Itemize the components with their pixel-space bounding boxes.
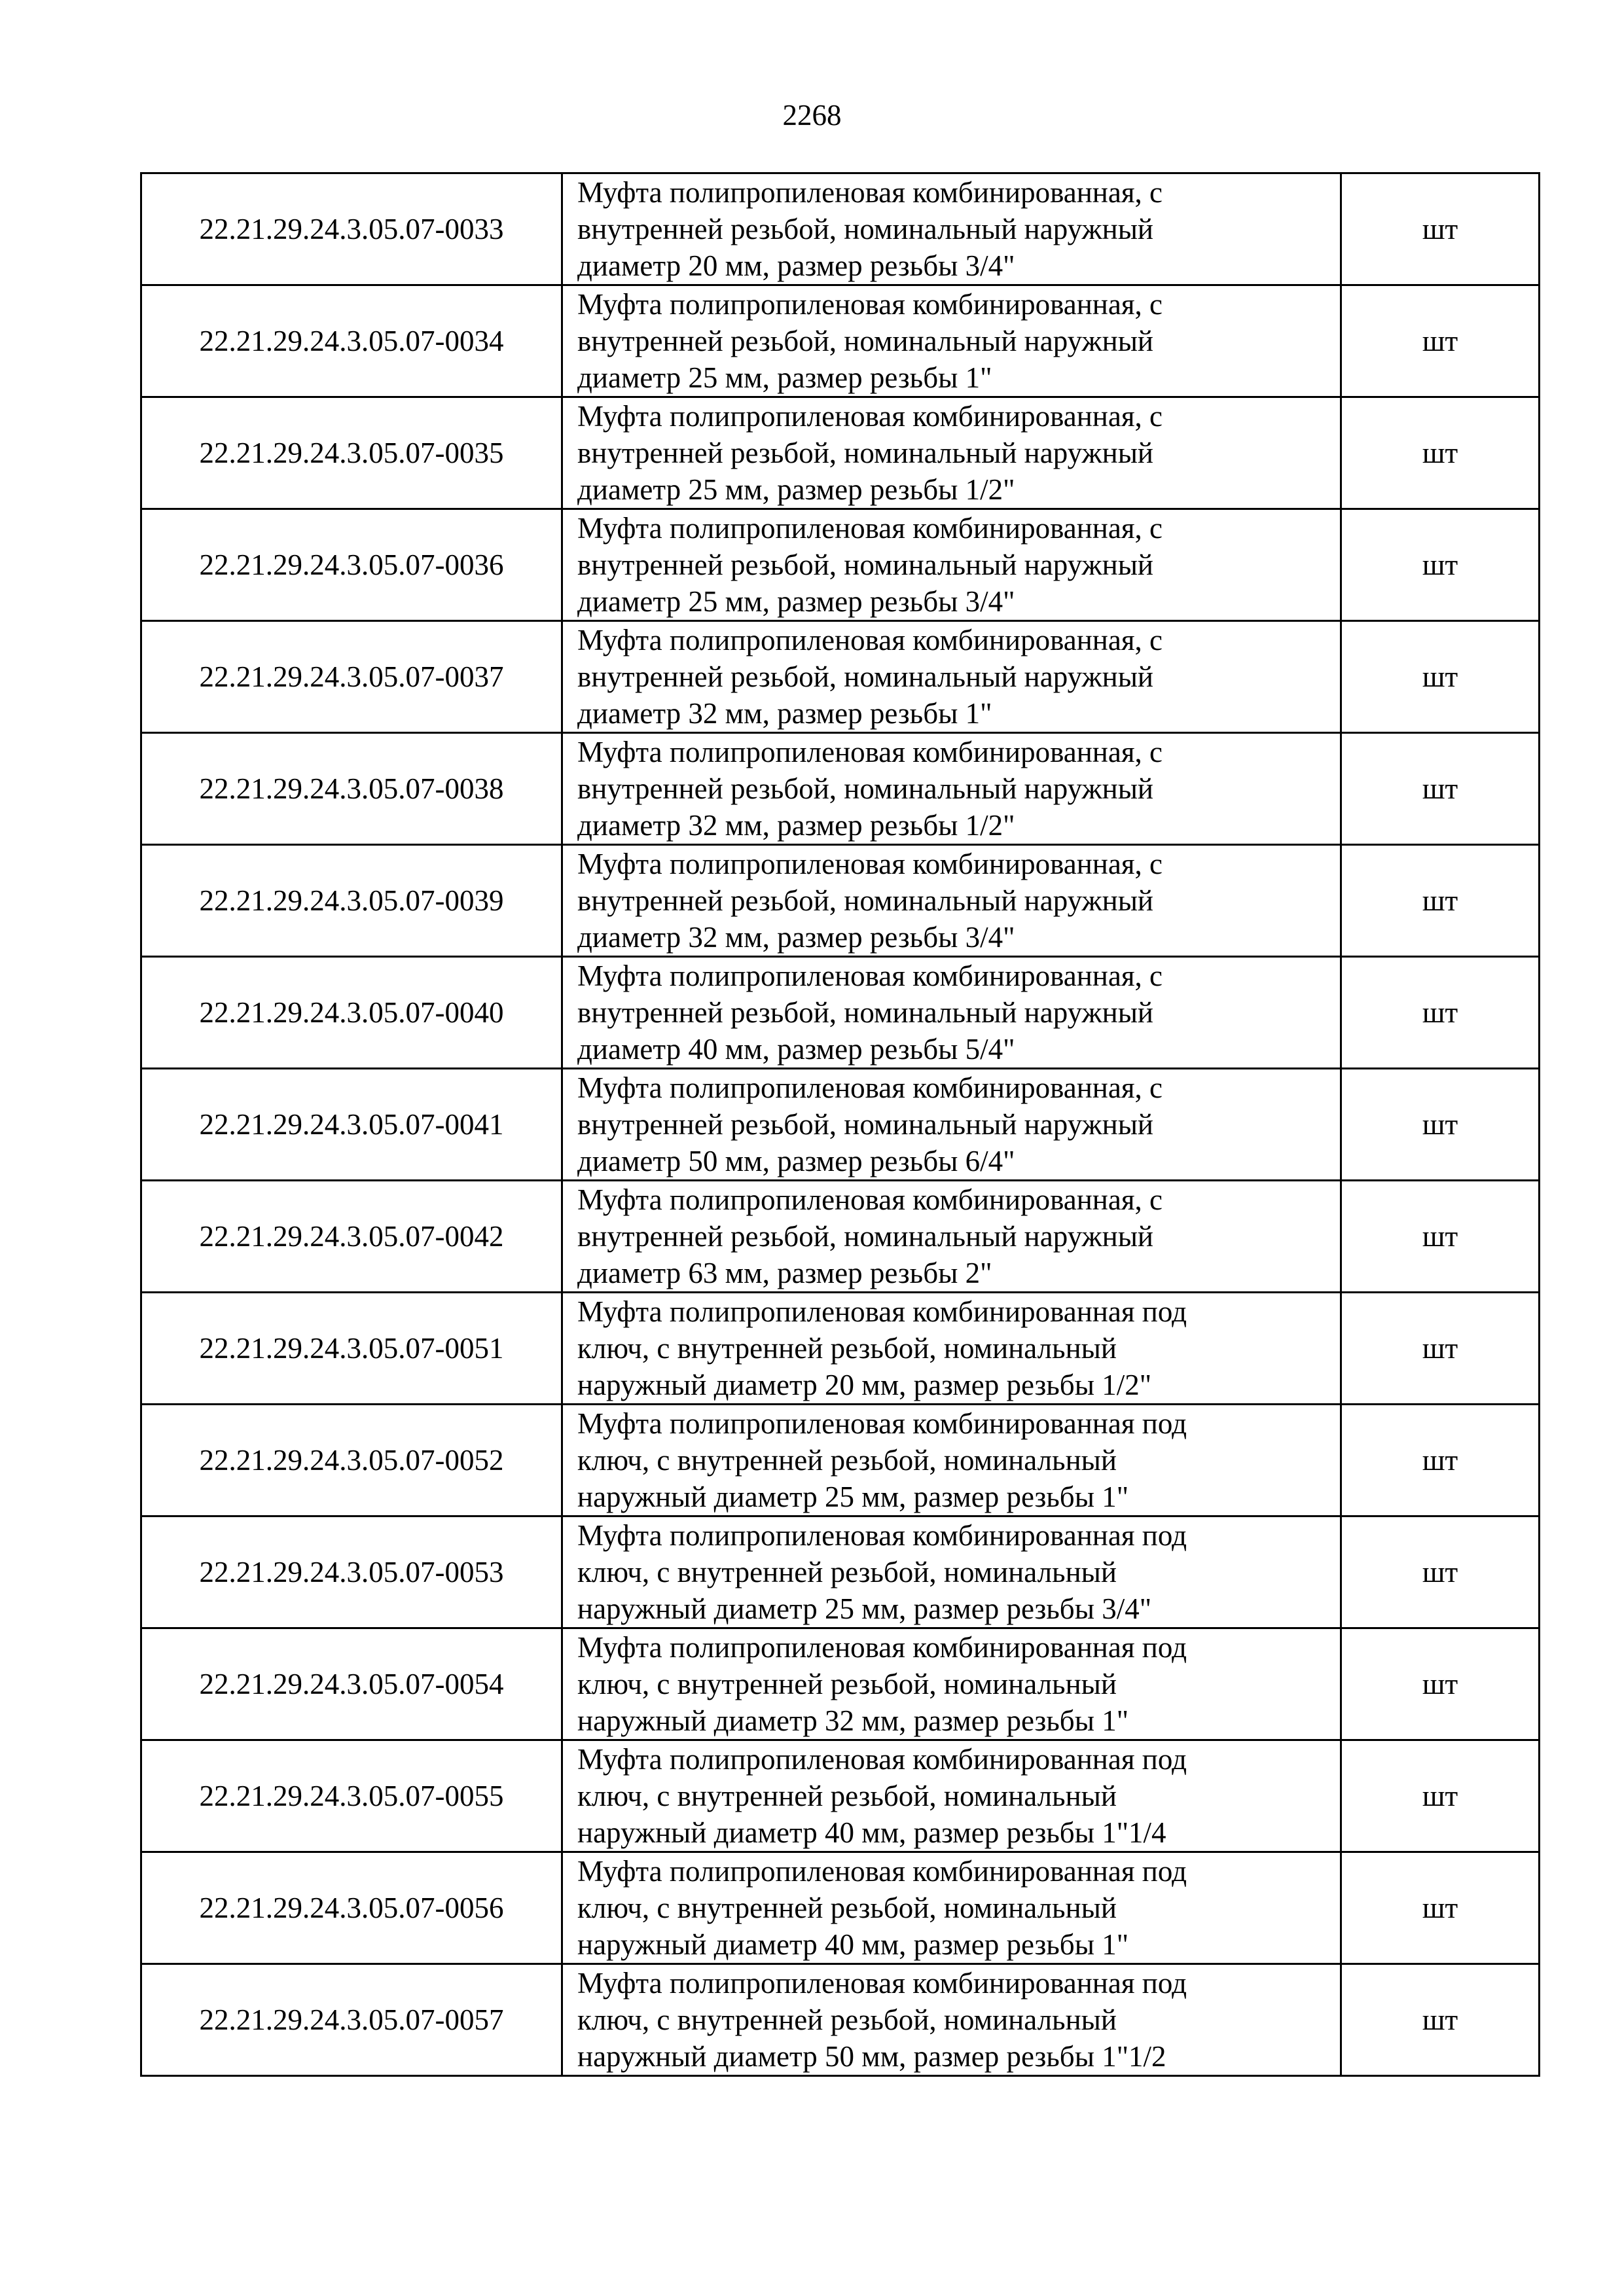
item-unit: шт bbox=[1341, 1852, 1540, 1964]
item-description-line: Муфта полипропиленовая комбинированная, с bbox=[577, 848, 1163, 880]
item-description-line: диаметр 25 мм, размер резьбы 3/4" bbox=[577, 585, 1015, 618]
table-row bbox=[141, 1069, 1540, 1181]
item-description bbox=[562, 1069, 1341, 1181]
item-description-line: Муфта полипропиленовая комбинированная, с bbox=[577, 512, 1163, 545]
item-description bbox=[562, 1516, 1341, 1628]
item-code: 22.21.29.24.3.05.07-0033 bbox=[141, 173, 562, 285]
item-code: 22.21.29.24.3.05.07-0037 bbox=[141, 621, 562, 733]
catalog-table bbox=[140, 172, 1540, 2077]
item-description bbox=[562, 173, 1341, 285]
item-description-line: ключ, с внутренней резьбой, номинальный bbox=[577, 1556, 1117, 1588]
item-description-line: Муфта полипропиленовая комбинированная под bbox=[577, 1407, 1187, 1440]
item-description-line: диаметр 25 мм, размер резьбы 1/2" bbox=[577, 473, 1015, 506]
item-description-line: диаметр 20 мм, размер резьбы 3/4" bbox=[577, 249, 1015, 282]
item-unit: шт bbox=[1341, 957, 1540, 1069]
table-row bbox=[141, 1405, 1540, 1516]
item-description-line: Муфта полипропиленовая комбинированная под bbox=[577, 1295, 1187, 1328]
item-description-line: Муфта полипропиленовая комбинированная, с bbox=[577, 624, 1163, 656]
item-description-line: Муфта полипропиленовая комбинированная под bbox=[577, 1743, 1187, 1776]
item-description-line: диаметр 40 мм, размер резьбы 5/4" bbox=[577, 1033, 1015, 1066]
table-row bbox=[141, 733, 1540, 845]
item-description-line: Муфта полипропиленовая комбинированная, с bbox=[577, 400, 1163, 433]
item-unit: шт bbox=[1341, 733, 1540, 845]
item-unit: шт bbox=[1341, 621, 1540, 733]
item-description-line: наружный диаметр 20 мм, размер резьбы 1/2" bbox=[577, 1369, 1152, 1401]
item-description-line: ключ, с внутренней резьбой, номинальный bbox=[577, 1444, 1117, 1477]
catalog-table-body bbox=[141, 173, 1540, 2076]
item-description-line: диаметр 32 мм, размер резьбы 3/4" bbox=[577, 921, 1015, 954]
item-description-line: Муфта полипропиленовая комбинированная, с bbox=[577, 736, 1163, 768]
item-description-line: Муфта полипропиленовая комбинированная, с bbox=[577, 1183, 1163, 1216]
table-row bbox=[141, 1628, 1540, 1740]
item-description-line: внутренней резьбой, номинальный наружный bbox=[577, 772, 1154, 805]
item-code: 22.21.29.24.3.05.07-0041 bbox=[141, 1069, 562, 1181]
item-description-line: наружный диаметр 40 мм, размер резьбы 1"1/4 bbox=[577, 1816, 1166, 1849]
table-row bbox=[141, 1181, 1540, 1293]
item-description bbox=[562, 733, 1341, 845]
item-description-line: внутренней резьбой, номинальный наружный bbox=[577, 996, 1154, 1029]
item-description-line: внутренней резьбой, номинальный наружный bbox=[577, 325, 1154, 357]
item-description bbox=[562, 1628, 1341, 1740]
table-row bbox=[141, 1964, 1540, 2076]
item-description-line: диаметр 25 мм, размер резьбы 1" bbox=[577, 361, 992, 394]
item-description-line: диаметр 32 мм, размер резьбы 1/2" bbox=[577, 809, 1015, 842]
item-unit: шт bbox=[1341, 509, 1540, 621]
item-description-line: ключ, с внутренней резьбой, номинальный bbox=[577, 1892, 1117, 1924]
item-description bbox=[562, 1740, 1341, 1852]
page-number: 2268 bbox=[782, 99, 842, 132]
item-code: 22.21.29.24.3.05.07-0039 bbox=[141, 845, 562, 957]
item-description-line: Муфта полипропиленовая комбинированная под bbox=[577, 1519, 1187, 1552]
item-unit: шт bbox=[1341, 1069, 1540, 1181]
item-description-line: наружный диаметр 25 мм, размер резьбы 3/4" bbox=[577, 1592, 1152, 1625]
item-code: 22.21.29.24.3.05.07-0034 bbox=[141, 285, 562, 397]
item-description-line: наружный диаметр 50 мм, размер резьбы 1"1/2 bbox=[577, 2040, 1166, 2073]
item-unit: шт bbox=[1341, 1293, 1540, 1405]
item-description bbox=[562, 1293, 1341, 1405]
item-description-line: наружный диаметр 32 мм, размер резьбы 1" bbox=[577, 1704, 1129, 1737]
item-description bbox=[562, 509, 1341, 621]
item-description-line: Муфта полипропиленовая комбинированная, с bbox=[577, 1071, 1163, 1104]
item-description-line: ключ, с внутренней резьбой, номинальный bbox=[577, 1780, 1117, 1812]
item-code: 22.21.29.24.3.05.07-0035 bbox=[141, 397, 562, 509]
item-description-line: внутренней резьбой, номинальный наружный bbox=[577, 213, 1154, 245]
item-unit: шт bbox=[1341, 1516, 1540, 1628]
item-code: 22.21.29.24.3.05.07-0038 bbox=[141, 733, 562, 845]
item-unit: шт bbox=[1341, 1405, 1540, 1516]
item-description-line: диаметр 32 мм, размер резьбы 1" bbox=[577, 697, 992, 730]
item-description-line: внутренней резьбой, номинальный наружный bbox=[577, 1220, 1154, 1253]
item-description-line: Муфта полипропиленовая комбинированная под bbox=[577, 1631, 1187, 1664]
item-code: 22.21.29.24.3.05.07-0054 bbox=[141, 1628, 562, 1740]
table-row bbox=[141, 1740, 1540, 1852]
table-row bbox=[141, 509, 1540, 621]
item-description bbox=[562, 285, 1341, 397]
item-code: 22.21.29.24.3.05.07-0052 bbox=[141, 1405, 562, 1516]
item-code: 22.21.29.24.3.05.07-0055 bbox=[141, 1740, 562, 1852]
table-row bbox=[141, 397, 1540, 509]
item-description bbox=[562, 845, 1341, 957]
item-description-line: Муфта полипропиленовая комбинированная, с bbox=[577, 288, 1163, 321]
item-unit: шт bbox=[1341, 1628, 1540, 1740]
item-description-line: ключ, с внутренней резьбой, номинальный bbox=[577, 2003, 1117, 2036]
table-row bbox=[141, 1852, 1540, 1964]
item-description-line: наружный диаметр 25 мм, размер резьбы 1" bbox=[577, 1480, 1129, 1513]
table-row bbox=[141, 957, 1540, 1069]
item-unit: шт bbox=[1341, 397, 1540, 509]
item-description-line: наружный диаметр 40 мм, размер резьбы 1" bbox=[577, 1928, 1129, 1961]
item-unit: шт bbox=[1341, 845, 1540, 957]
item-description-line: ключ, с внутренней резьбой, номинальный bbox=[577, 1668, 1117, 1700]
item-description-line: диаметр 63 мм, размер резьбы 2" bbox=[577, 1257, 992, 1289]
item-unit: шт bbox=[1341, 173, 1540, 285]
item-description bbox=[562, 1405, 1341, 1516]
item-description-line: диаметр 50 мм, размер резьбы 6/4" bbox=[577, 1145, 1015, 1177]
item-code: 22.21.29.24.3.05.07-0057 bbox=[141, 1964, 562, 2076]
item-description-line: внутренней резьбой, номинальный наружный bbox=[577, 660, 1154, 693]
table-row bbox=[141, 285, 1540, 397]
item-code: 22.21.29.24.3.05.07-0051 bbox=[141, 1293, 562, 1405]
item-description bbox=[562, 397, 1341, 509]
item-description bbox=[562, 957, 1341, 1069]
item-unit: шт bbox=[1341, 285, 1540, 397]
item-description-line: Муфта полипропиленовая комбинированная под bbox=[577, 1967, 1187, 2000]
item-code: 22.21.29.24.3.05.07-0036 bbox=[141, 509, 562, 621]
item-unit: шт bbox=[1341, 1740, 1540, 1852]
table-row bbox=[141, 1516, 1540, 1628]
item-code: 22.21.29.24.3.05.07-0053 bbox=[141, 1516, 562, 1628]
item-description-line: внутренней резьбой, номинальный наружный bbox=[577, 548, 1154, 581]
item-code: 22.21.29.24.3.05.07-0056 bbox=[141, 1852, 562, 1964]
item-unit: шт bbox=[1341, 1181, 1540, 1293]
item-description-line: Муфта полипропиленовая комбинированная под bbox=[577, 1855, 1187, 1888]
item-unit: шт bbox=[1341, 1964, 1540, 2076]
item-description-line: внутренней резьбой, номинальный наружный bbox=[577, 437, 1154, 469]
item-description-line: ключ, с внутренней резьбой, номинальный bbox=[577, 1332, 1117, 1365]
item-description-line: внутренней резьбой, номинальный наружный bbox=[577, 1108, 1154, 1141]
item-description-line: внутренней резьбой, номинальный наружный bbox=[577, 884, 1154, 917]
item-code: 22.21.29.24.3.05.07-0042 bbox=[141, 1181, 562, 1293]
item-description bbox=[562, 621, 1341, 733]
table-row bbox=[141, 173, 1540, 285]
item-description-line: Муфта полипропиленовая комбинированная, с bbox=[577, 960, 1163, 992]
table-row bbox=[141, 845, 1540, 957]
item-description bbox=[562, 1852, 1341, 1964]
table-row bbox=[141, 1293, 1540, 1405]
item-code: 22.21.29.24.3.05.07-0040 bbox=[141, 957, 562, 1069]
item-description-line: Муфта полипропиленовая комбинированная, с bbox=[577, 176, 1163, 209]
item-description bbox=[562, 1181, 1341, 1293]
item-description bbox=[562, 1964, 1341, 2076]
table-row bbox=[141, 621, 1540, 733]
